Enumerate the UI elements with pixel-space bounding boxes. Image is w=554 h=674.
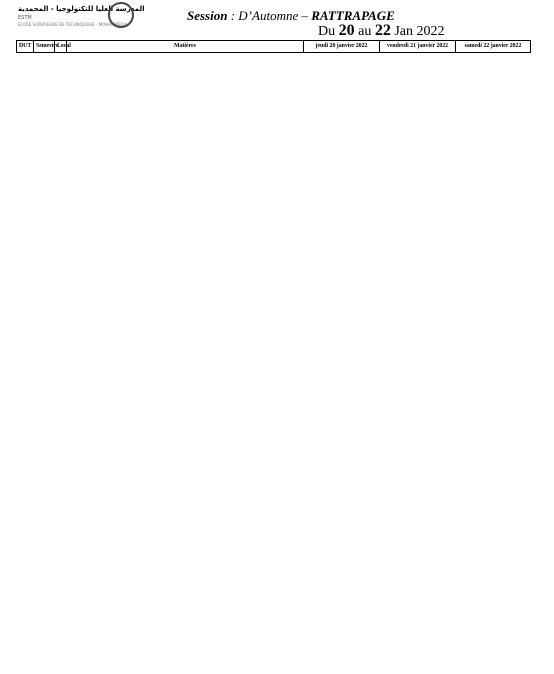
date-au: au	[358, 24, 372, 39]
col-header-local: Local	[55, 41, 67, 53]
date-end-day: 22	[374, 22, 391, 39]
session-type: RATTRAPAGE	[311, 8, 395, 23]
col-header-day1: jeudi 20 janvier 2022	[304, 41, 380, 53]
table-header-row	[17, 41, 531, 53]
school-name-arabic: المدرسة العليا للتكنولوجيا - المحمدية	[18, 5, 145, 13]
col-header-day2: vendredi 21 janvier 2022	[380, 41, 456, 53]
date-du: Du	[318, 24, 336, 39]
date-range	[318, 22, 445, 40]
page-header	[0, 0, 554, 40]
date-start-day: 20	[338, 22, 355, 39]
school-name-french: ECOLE SUPERIEURE DE TECHNOLOGIE - MOHAMMEDIA	[18, 22, 128, 27]
date-month-year: Jan 2022	[394, 24, 445, 39]
school-logo	[18, 2, 145, 30]
school-emblem-icon	[108, 2, 134, 28]
session-label: Session	[187, 8, 228, 23]
exam-schedule-table	[16, 40, 531, 53]
session-name: : D’Automne –	[230, 8, 308, 23]
col-header-day3: samedi 22 janvier 2022	[456, 41, 531, 53]
school-abbr: ESTM	[18, 15, 32, 21]
col-header-semestre: Semestre	[34, 41, 55, 53]
col-header-dut: DUT	[17, 41, 34, 53]
col-header-matieres: Matières	[67, 41, 304, 53]
